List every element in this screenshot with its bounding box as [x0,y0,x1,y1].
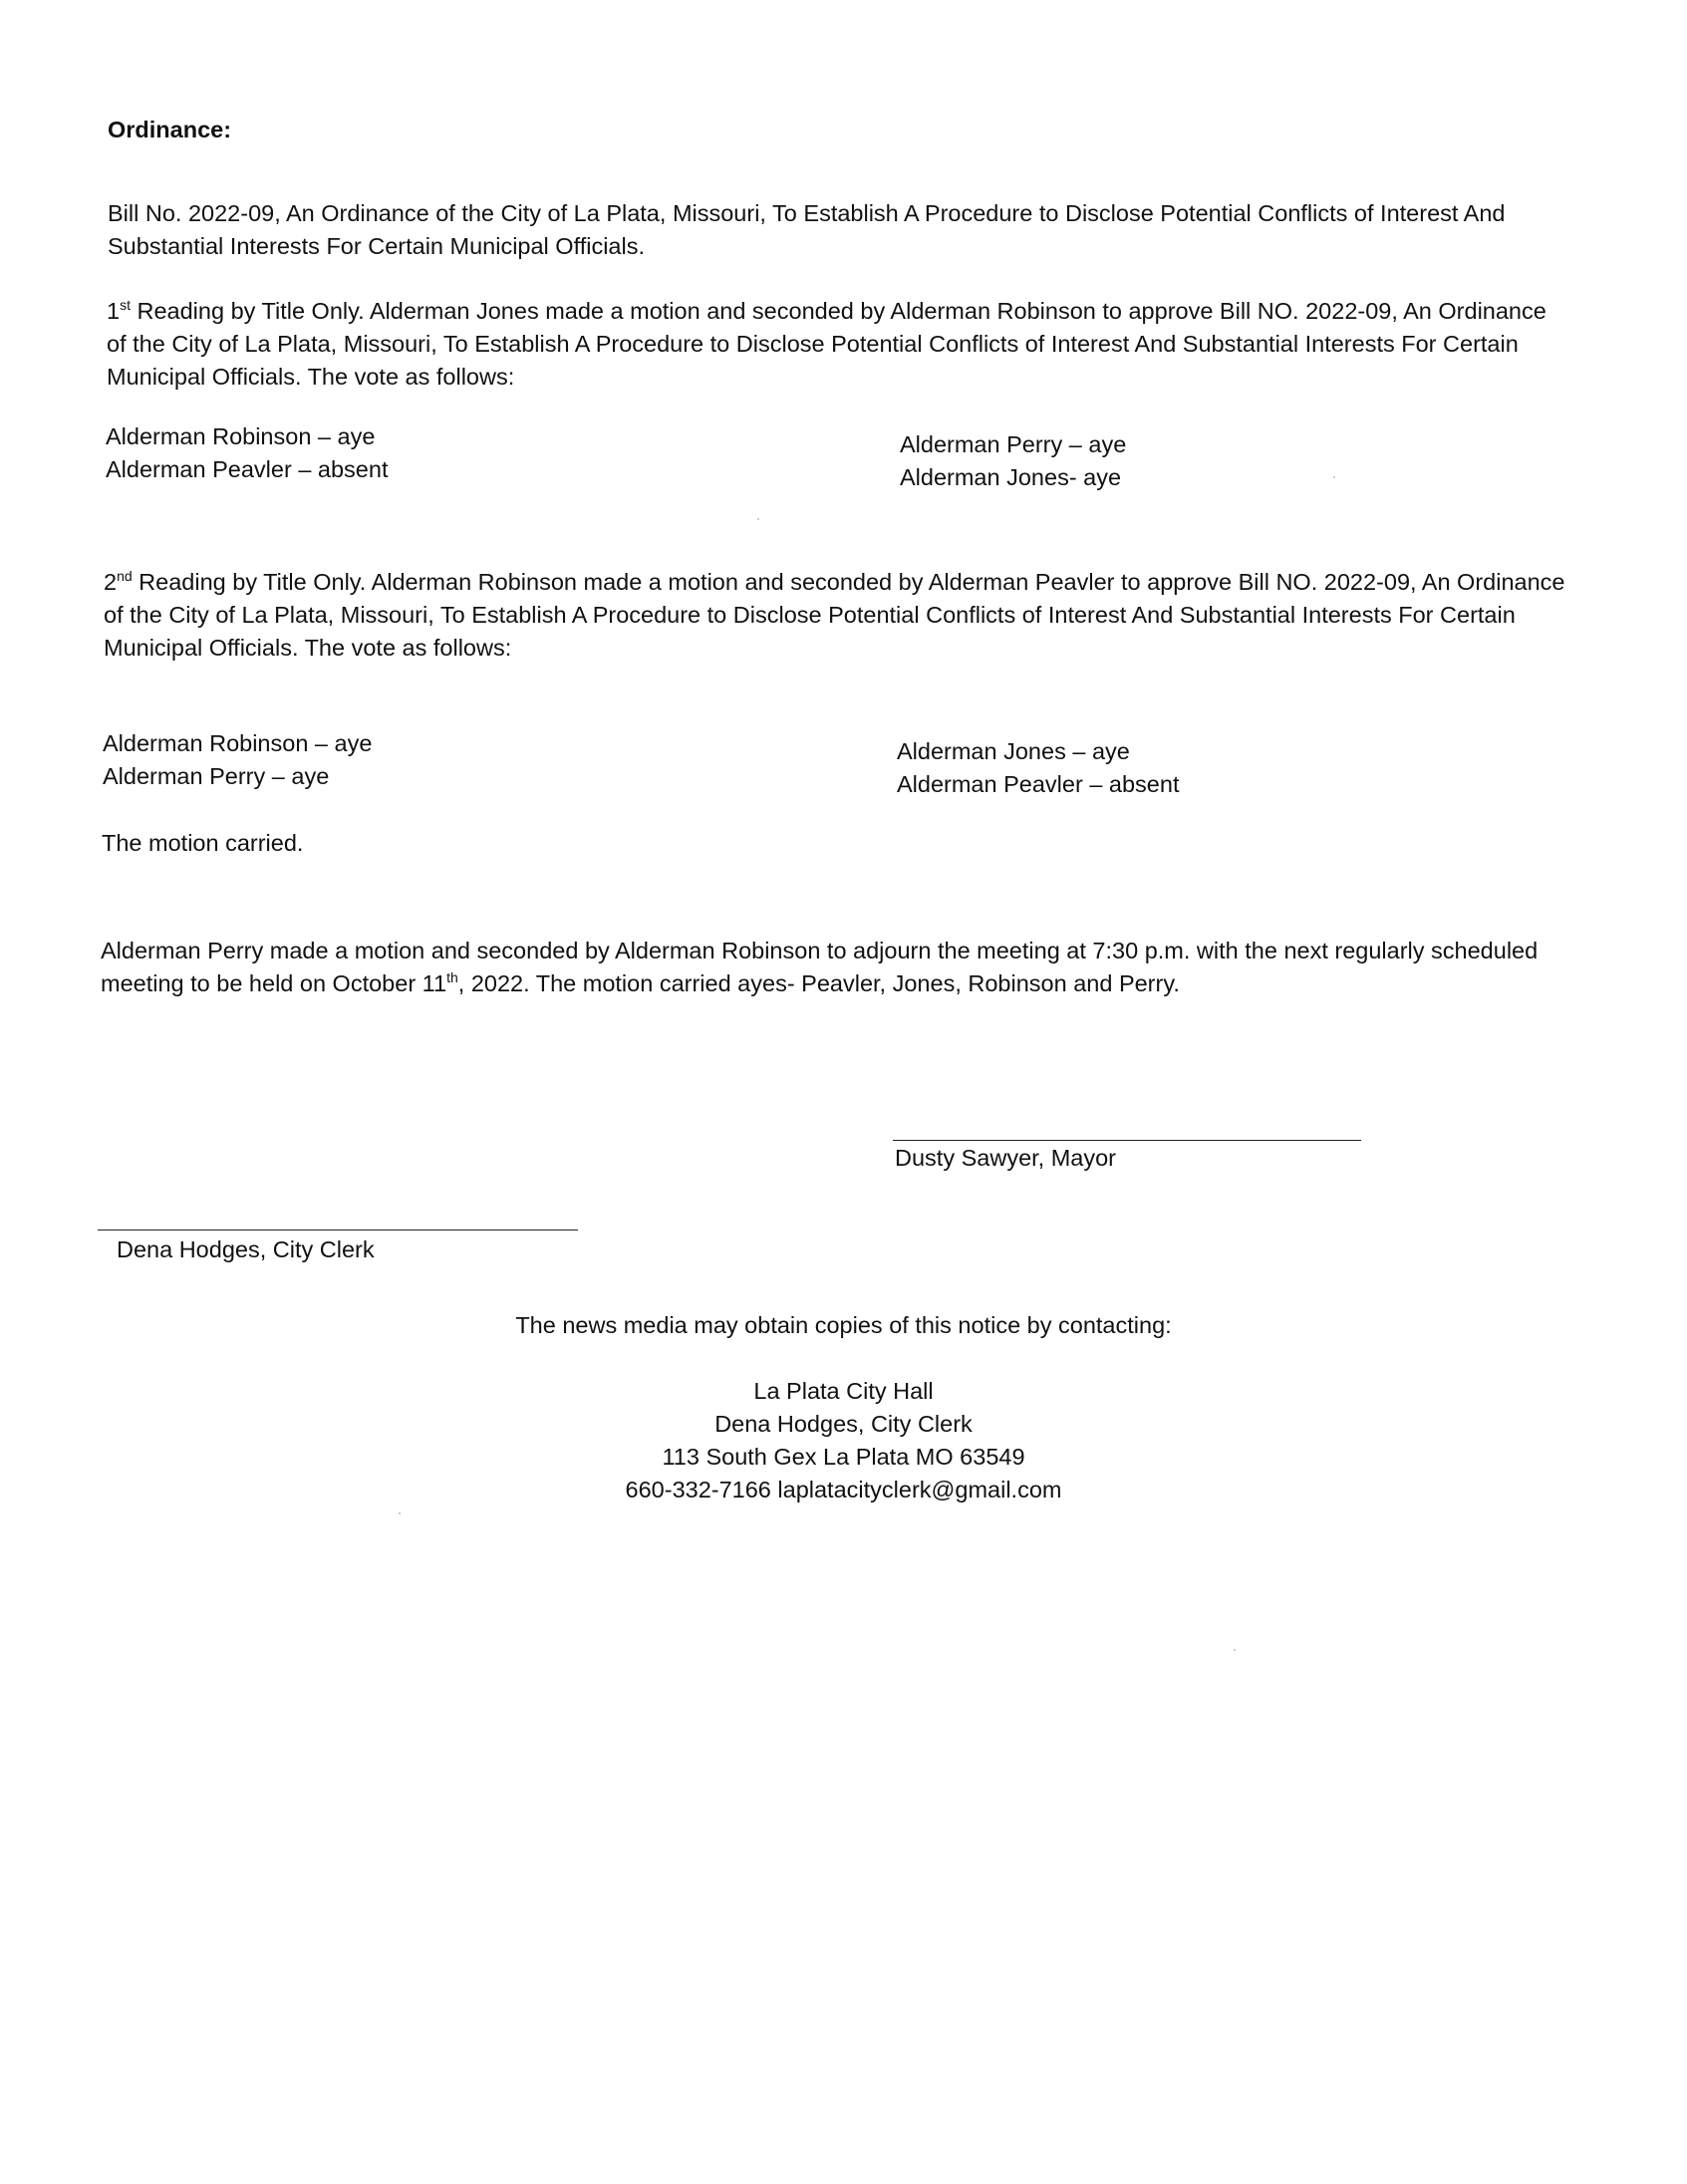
vote-line: Alderman Jones- aye [900,464,1122,490]
contact-line: 113 South Gex La Plata MO 63549 [662,1444,1025,1470]
contact-line: La Plata City Hall [753,1378,934,1404]
first-reading-votes-right [900,428,1126,494]
second-reading-text: Reading by Title Only. Alderman Robinson made a motion and seconded by Alderman Peavler to approve Bill NO. 2022-09, An Ordinance of the City of La Plata, Missouri, To Establish A Procedure to Disclose Potential Conflicts of Interest And Substantial Interests For Certain Municipal Officials. The vote as follows: [104,569,1565,661]
clerk-signature-line [98,1229,578,1230]
scan-speck [1234,1649,1236,1651]
ordinance-heading: Ordinance: [108,117,232,142]
vote-line: Alderman Robinson – aye [106,423,376,449]
second-reading-ordinal-suffix: nd [117,568,133,585]
adjourn-date-suffix: th [446,969,458,986]
motion-result: The motion carried. [102,830,304,856]
first-reading-ordinal-suffix: st [120,297,131,314]
vote-line: Alderman Perry – aye [900,431,1127,457]
mayor-signature-label: Dusty Sawyer, Mayor [895,1145,1117,1171]
adjourn-paragraph [101,935,1565,1000]
second-reading-votes-right [897,735,1179,801]
first-reading-votes-left [106,420,388,486]
vote-line: Alderman Perry – aye [103,763,330,789]
notice-intro: The news media may obtain copies of this notice by contacting: [515,1312,1172,1338]
first-reading-paragraph [107,295,1571,394]
scan-speck [757,518,759,520]
adjourn-text-after: , 2022. The motion carried ayes- Peavler, Jones, Robinson and Perry. [457,970,1180,996]
vote-line: Alderman Peavler – absent [106,456,389,482]
contact-line: Dena Hodges, City Clerk [714,1411,973,1437]
vote-line: Alderman Peavler – absent [897,771,1180,797]
mayor-signature-line [893,1140,1361,1141]
second-reading-ordinal: 2 [104,569,118,595]
first-reading-text: Reading by Title Only. Alderman Jones made a motion and seconded by Alderman Robinson to approve Bill NO. 2022-09, An Ordinance of the City of La Plata, Missouri, To Establish A Procedure to Disclose Potential Conflicts of Interest And Substantial Interests For Certain Municipal Officials. The vote as follows: [107,298,1546,390]
vote-line: Alderman Jones – aye [897,738,1130,764]
adjourn-text-before: Alderman Perry made a motion and seconded by Alderman Robinson to adjourn the meeting at 7:30 p.m. with the next regularly scheduled meeting to be held on October 11 [101,938,1539,996]
second-reading-votes-left [103,727,372,793]
scan-speck [1333,476,1335,478]
contact-block [0,1375,1687,1506]
vote-line: Alderman Robinson – aye [103,730,373,756]
bill-title-paragraph: Bill No. 2022-09, An Ordinance of the City of La Plata, Missouri, To Establish A Procedure to Disclose Potential Conflicts of Interest And Substantial Interests For Certain Municipal Officials. [108,200,1506,259]
contact-line: 660-332-7166 laplatacityclerk@gmail.com [625,1477,1062,1502]
second-reading-paragraph [104,566,1568,665]
scan-speck [399,1512,401,1514]
first-reading-ordinal: 1 [107,298,121,324]
clerk-signature-label: Dena Hodges, City Clerk [117,1236,375,1262]
